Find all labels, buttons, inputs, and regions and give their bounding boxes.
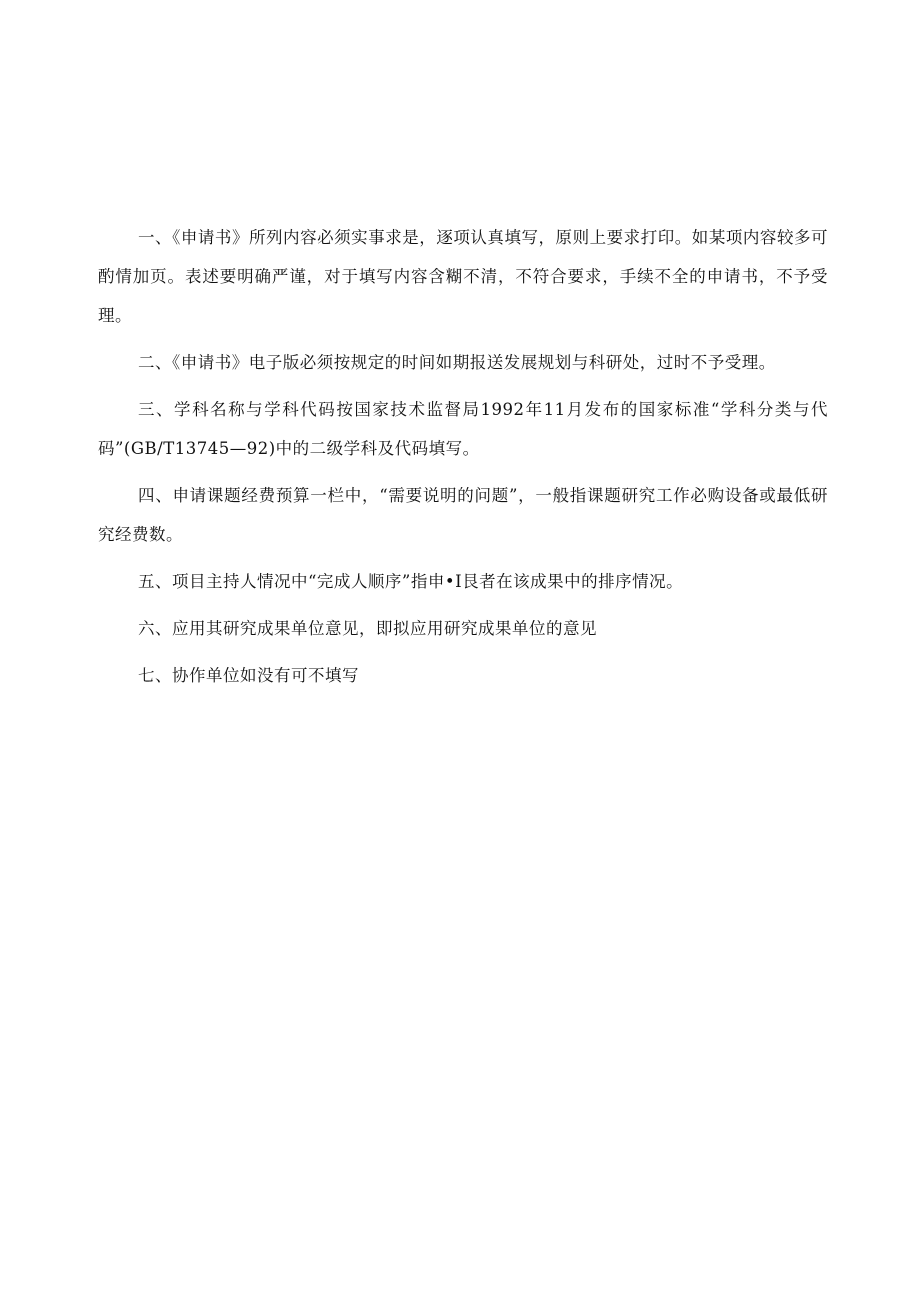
instruction-item-2: 二、《申请书》电子版必须按规定的时间如期报送发展规划与科研处，过时不予受理。: [138, 353, 776, 372]
instruction-item-6: 六、应用其研究成果单位意见，即拟应用研究成果单位的意见: [138, 619, 597, 638]
instructions-body: [98, 218, 828, 695]
instruction-item-4: 四、申请课题经费预算一栏中，“需要说明的问题”，一般指课题研究工作必购设备或最低研究经费数。: [98, 486, 828, 544]
instruction-item-7: 七、协作单位如没有可不填写: [138, 666, 359, 685]
instruction-item-1: 一、《申请书》所列内容必须实事求是，逐项认真填写，原则上要求打印。如某项内容较多可酌情加页。表述要明确严谨，对于填写内容含糊不清，不符合要求，手续不全的申请书，不予受理。: [98, 228, 828, 325]
instruction-item-5: 五、项目主持人情况中“完成人顺序”指申•I艮者在该成果中的排序情况。: [138, 572, 684, 591]
instruction-item-3: 三、学科名称与学科代码按国家技术监督局1992年11月发布的国家标准“学科分类与代码”(GB/T13745—92)中的二级学科及代码填写。: [98, 400, 828, 458]
